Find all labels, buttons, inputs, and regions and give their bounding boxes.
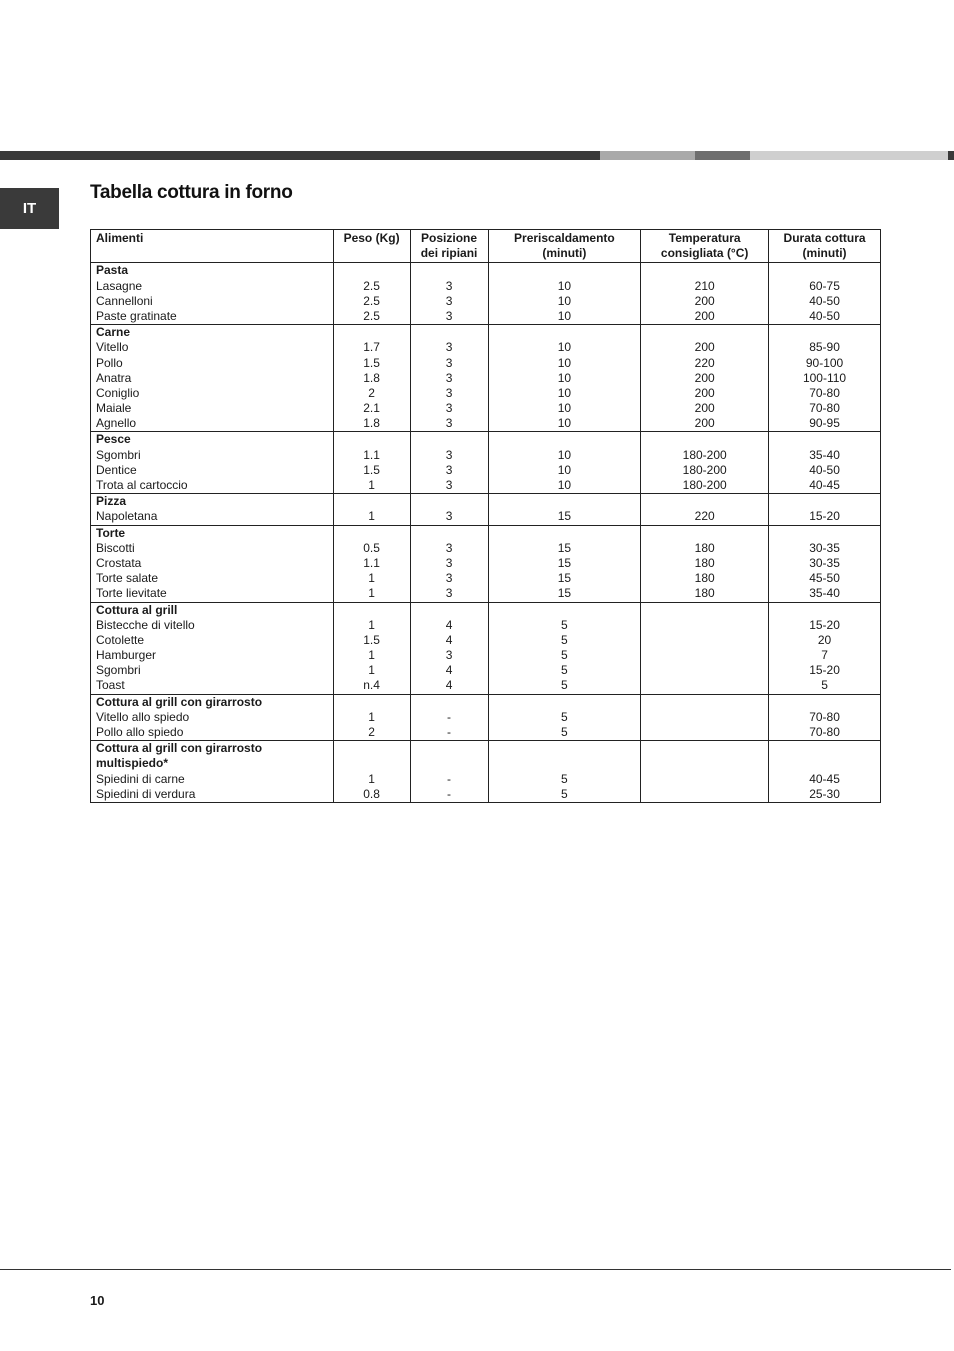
col-header-temperature: Temperatura consigliata (°C) bbox=[641, 230, 769, 263]
food-name: Pollo allo spiedo bbox=[96, 725, 184, 739]
value-temperature: 180-200 bbox=[682, 478, 727, 492]
cell-preheat bbox=[488, 325, 641, 432]
food-name: Pollo bbox=[96, 355, 123, 370]
value-position: 3 bbox=[445, 401, 453, 416]
value-temperature bbox=[646, 663, 763, 678]
food-name: Sgombri bbox=[96, 447, 141, 462]
value-position: - bbox=[447, 771, 452, 786]
food-name: Napoletana bbox=[96, 509, 158, 524]
group-title: Carne bbox=[96, 325, 131, 340]
cell-preheat bbox=[488, 694, 641, 741]
value-duration: 20 bbox=[817, 632, 832, 647]
value-weight: 1 bbox=[368, 771, 375, 786]
value-duration: 30-35 bbox=[809, 540, 840, 555]
value-preheat: 15 bbox=[557, 586, 572, 601]
value-preheat: 5 bbox=[561, 786, 568, 801]
value-preheat: 10 bbox=[557, 293, 572, 308]
group-title: Pizza bbox=[96, 494, 127, 509]
cell-weight bbox=[333, 263, 410, 325]
cell-duration bbox=[769, 494, 881, 525]
food-name: Paste gratinate bbox=[96, 308, 177, 323]
value-temperature: 200 bbox=[694, 401, 715, 416]
value-preheat: 15 bbox=[557, 509, 572, 524]
value-duration: 90-100 bbox=[805, 355, 844, 370]
cell-duration bbox=[769, 694, 881, 741]
page-title: Tabella cottura in forno bbox=[90, 182, 293, 203]
value-preheat: 10 bbox=[557, 416, 572, 431]
value-duration: 15-20 bbox=[809, 663, 840, 678]
value-preheat: 10 bbox=[557, 385, 572, 400]
value-position: 3 bbox=[445, 308, 453, 323]
value-temperature: 180-200 bbox=[682, 462, 727, 477]
value-duration: 40-50 bbox=[809, 293, 840, 308]
value-duration: 25-30 bbox=[809, 786, 840, 801]
value-temperature bbox=[646, 772, 763, 787]
value-weight: 1 bbox=[368, 586, 375, 601]
value-duration: 85-90 bbox=[809, 340, 840, 355]
cell-position bbox=[410, 432, 488, 494]
value-duration: 60-75 bbox=[809, 278, 840, 293]
value-temperature bbox=[646, 710, 763, 725]
value-preheat: 10 bbox=[557, 447, 572, 462]
value-duration: 5 bbox=[821, 678, 828, 693]
cell-weight bbox=[333, 741, 410, 803]
bar-segment-gray bbox=[695, 151, 750, 160]
cell-preheat bbox=[488, 494, 641, 525]
language-tab bbox=[0, 188, 59, 229]
value-position: 3 bbox=[445, 462, 453, 477]
value-temperature: 220 bbox=[694, 509, 715, 524]
group-title: Cottura al grill con girarrosto bbox=[96, 741, 263, 756]
food-name: Spiedini di verdura bbox=[96, 786, 196, 801]
table-body bbox=[91, 263, 881, 803]
food-name: Lasagne bbox=[96, 278, 143, 293]
value-preheat: 15 bbox=[557, 571, 572, 586]
value-weight: 1 bbox=[368, 509, 375, 524]
group-title: Pasta bbox=[96, 263, 129, 278]
value-duration: 40-45 bbox=[809, 478, 840, 492]
value-preheat: 15 bbox=[557, 540, 572, 555]
value-weight: 1.1 bbox=[363, 555, 380, 570]
value-weight: 1 bbox=[368, 648, 375, 663]
value-temperature: 180 bbox=[694, 571, 715, 586]
cell-position bbox=[410, 525, 488, 602]
value-temperature bbox=[646, 678, 763, 693]
value-position: - bbox=[447, 786, 452, 801]
cell-position bbox=[410, 494, 488, 525]
value-position: 3 bbox=[445, 586, 453, 601]
cell-temperature bbox=[641, 694, 769, 741]
cell-preheat bbox=[488, 602, 641, 694]
value-duration: 15-20 bbox=[809, 617, 840, 632]
value-temperature: 200 bbox=[694, 340, 715, 355]
value-position: - bbox=[447, 709, 452, 724]
cell-temperature bbox=[641, 494, 769, 525]
value-temperature: 180 bbox=[694, 586, 715, 601]
value-weight: 1.5 bbox=[363, 355, 380, 370]
value-preheat: 10 bbox=[557, 478, 572, 492]
col-header-preheat: Preriscaldamento (minuti) bbox=[488, 230, 641, 263]
value-duration: 35-40 bbox=[809, 447, 840, 462]
value-duration: 45-50 bbox=[809, 571, 840, 586]
value-weight: 1 bbox=[368, 617, 375, 632]
cell-duration bbox=[769, 263, 881, 325]
value-preheat: 5 bbox=[561, 663, 568, 678]
value-weight: 2.5 bbox=[363, 308, 380, 323]
value-position: 4 bbox=[445, 617, 453, 632]
table-row-group bbox=[91, 325, 881, 432]
food-name: Bistecche di vitello bbox=[96, 617, 195, 632]
value-position: 3 bbox=[445, 370, 453, 385]
value-temperature: 200 bbox=[694, 293, 715, 308]
table-row-group bbox=[91, 525, 881, 602]
value-duration: 40-50 bbox=[809, 308, 840, 323]
cell-weight bbox=[333, 432, 410, 494]
cell-position bbox=[410, 741, 488, 803]
food-name: Torte salate bbox=[96, 571, 159, 586]
value-weight: 1.7 bbox=[363, 340, 380, 355]
cell-temperature bbox=[641, 602, 769, 694]
language-label: IT bbox=[22, 200, 37, 217]
cell-temperature bbox=[641, 525, 769, 602]
cell-food bbox=[91, 694, 334, 741]
cell-preheat bbox=[488, 263, 641, 325]
col-header-weight: Peso (Kg) bbox=[333, 230, 410, 263]
cell-duration bbox=[769, 525, 881, 602]
value-position: 3 bbox=[445, 293, 453, 308]
cell-temperature bbox=[641, 432, 769, 494]
cell-preheat bbox=[488, 741, 641, 803]
value-temperature: 210 bbox=[694, 278, 715, 293]
value-temperature bbox=[646, 725, 763, 740]
value-duration: 70-80 bbox=[809, 709, 840, 724]
cell-position bbox=[410, 694, 488, 741]
value-weight: 1.5 bbox=[363, 462, 380, 477]
cell-weight bbox=[333, 694, 410, 741]
cell-weight bbox=[333, 525, 410, 602]
value-duration: 40-50 bbox=[809, 462, 840, 477]
group-title: Cottura al grill con girarrosto bbox=[96, 694, 263, 709]
value-preheat: 10 bbox=[557, 462, 572, 477]
cell-temperature bbox=[641, 325, 769, 432]
group-title: Cottura al grill bbox=[96, 602, 178, 617]
footer-divider bbox=[0, 1269, 951, 1270]
food-name: Crostata bbox=[96, 555, 142, 570]
value-position: 3 bbox=[445, 555, 453, 570]
bar-segment-end bbox=[948, 151, 954, 160]
food-name: Coniglio bbox=[96, 385, 140, 400]
cell-food bbox=[91, 263, 334, 325]
cell-temperature bbox=[641, 741, 769, 803]
value-preheat: 5 bbox=[561, 725, 568, 739]
food-name: Vitello allo spiedo bbox=[96, 709, 190, 724]
value-weight: 1 bbox=[368, 709, 375, 724]
value-temperature: 200 bbox=[694, 370, 715, 385]
group-title: multispiedo* bbox=[96, 756, 169, 771]
value-temperature bbox=[646, 787, 763, 802]
value-weight: 1.8 bbox=[363, 416, 380, 431]
cell-food bbox=[91, 325, 334, 432]
value-position: 3 bbox=[445, 340, 453, 355]
value-weight: 2.1 bbox=[363, 401, 380, 416]
group-title: Pesce bbox=[96, 432, 131, 447]
food-name: Vitello bbox=[96, 340, 129, 355]
value-preheat: 5 bbox=[561, 678, 568, 693]
cell-weight bbox=[333, 602, 410, 694]
value-duration: 7 bbox=[821, 648, 828, 663]
value-temperature: 200 bbox=[694, 308, 715, 323]
value-position: 4 bbox=[445, 663, 453, 678]
col-header-food: Alimenti bbox=[91, 230, 334, 263]
value-duration: 15-20 bbox=[809, 509, 840, 524]
value-temperature: 180 bbox=[694, 555, 715, 570]
cell-preheat bbox=[488, 432, 641, 494]
value-weight: 1 bbox=[368, 478, 375, 492]
cell-food bbox=[91, 432, 334, 494]
value-duration: 40-45 bbox=[809, 771, 840, 786]
value-position: 3 bbox=[445, 478, 453, 492]
table-row-group bbox=[91, 432, 881, 494]
value-duration: 35-40 bbox=[809, 586, 840, 601]
cell-food bbox=[91, 525, 334, 602]
value-position: - bbox=[447, 725, 452, 739]
value-weight: 1 bbox=[368, 663, 375, 678]
food-name: Agnello bbox=[96, 416, 137, 431]
value-preheat: 10 bbox=[557, 308, 572, 323]
value-position: 3 bbox=[445, 571, 453, 586]
value-position: 4 bbox=[445, 632, 453, 647]
value-position: 3 bbox=[445, 416, 453, 431]
value-duration: 30-35 bbox=[809, 555, 840, 570]
food-name: Torte lievitate bbox=[96, 586, 167, 601]
food-name: Cotolette bbox=[96, 632, 145, 647]
value-temperature: 180 bbox=[694, 540, 715, 555]
table-row-group bbox=[91, 263, 881, 325]
value-preheat: 5 bbox=[561, 632, 568, 647]
cell-duration bbox=[769, 432, 881, 494]
value-preheat: 10 bbox=[557, 355, 572, 370]
value-position: 4 bbox=[445, 678, 453, 693]
cell-food bbox=[91, 741, 334, 803]
value-preheat: 15 bbox=[557, 555, 572, 570]
value-weight: 1 bbox=[368, 571, 375, 586]
table-row-group bbox=[91, 741, 881, 803]
bar-segment-dark bbox=[0, 151, 600, 160]
value-duration: 70-80 bbox=[809, 401, 840, 416]
food-name: Maiale bbox=[96, 401, 132, 416]
table-row-group bbox=[91, 602, 881, 694]
cell-food bbox=[91, 602, 334, 694]
cell-duration bbox=[769, 325, 881, 432]
group-title: Torte bbox=[96, 525, 126, 540]
value-position: 3 bbox=[445, 509, 453, 524]
value-preheat: 10 bbox=[557, 370, 572, 385]
value-preheat: 5 bbox=[561, 648, 568, 663]
value-duration: 70-80 bbox=[809, 385, 840, 400]
value-weight: 1.5 bbox=[363, 632, 380, 647]
table-row-group bbox=[91, 694, 881, 741]
value-preheat: 10 bbox=[557, 340, 572, 355]
cell-position bbox=[410, 602, 488, 694]
food-name: Biscotti bbox=[96, 540, 135, 555]
cell-position bbox=[410, 263, 488, 325]
food-name: Spiedini di carne bbox=[96, 771, 185, 786]
page-number: 10 bbox=[90, 1293, 105, 1308]
header-color-bar bbox=[0, 151, 954, 160]
cell-weight bbox=[333, 494, 410, 525]
cell-food bbox=[91, 494, 334, 525]
value-preheat: 10 bbox=[557, 278, 572, 293]
value-temperature: 220 bbox=[694, 355, 715, 370]
food-name: Dentice bbox=[96, 462, 137, 477]
cooking-table bbox=[90, 229, 881, 803]
bar-segment-mid bbox=[600, 151, 695, 160]
value-duration: 70-80 bbox=[809, 725, 840, 739]
col-header-position: Posizione dei ripiani bbox=[410, 230, 488, 263]
value-position: 3 bbox=[445, 355, 453, 370]
cell-preheat bbox=[488, 525, 641, 602]
value-weight: n.4 bbox=[363, 678, 380, 693]
value-weight: 2.5 bbox=[363, 278, 380, 293]
cell-position bbox=[410, 325, 488, 432]
value-duration: 100-110 bbox=[802, 370, 847, 385]
value-position: 3 bbox=[445, 385, 453, 400]
table-row-group bbox=[91, 494, 881, 525]
value-temperature bbox=[646, 633, 763, 648]
value-weight: 1.1 bbox=[363, 447, 380, 462]
value-position: 3 bbox=[445, 278, 453, 293]
food-name: Cannelloni bbox=[96, 293, 153, 308]
food-name: Toast bbox=[96, 678, 125, 693]
value-weight: 0.5 bbox=[363, 540, 380, 555]
cell-duration bbox=[769, 602, 881, 694]
food-name: Trota al cartoccio bbox=[96, 478, 188, 492]
value-weight: 1.8 bbox=[363, 370, 380, 385]
food-name: Hamburger bbox=[96, 648, 157, 663]
value-temperature: 180-200 bbox=[682, 447, 727, 462]
food-name: Sgombri bbox=[96, 663, 141, 678]
value-preheat: 5 bbox=[561, 709, 568, 724]
bar-segment-light bbox=[750, 151, 948, 160]
col-header-duration: Durata cottura (minuti) bbox=[769, 230, 881, 263]
value-preheat: 10 bbox=[557, 401, 572, 416]
value-weight: 2.5 bbox=[363, 293, 380, 308]
value-temperature: 200 bbox=[694, 385, 715, 400]
food-name: Anatra bbox=[96, 370, 132, 385]
value-position: 3 bbox=[445, 648, 453, 663]
value-position: 3 bbox=[445, 447, 453, 462]
table-header-row bbox=[91, 230, 881, 263]
cell-temperature bbox=[641, 263, 769, 325]
value-temperature bbox=[646, 618, 763, 633]
value-temperature: 200 bbox=[694, 416, 715, 431]
value-position: 3 bbox=[445, 540, 453, 555]
value-weight: 2 bbox=[368, 385, 375, 400]
value-duration: 90-95 bbox=[809, 416, 840, 431]
value-weight: 2 bbox=[368, 725, 375, 739]
value-preheat: 5 bbox=[561, 617, 568, 632]
cell-weight bbox=[333, 325, 410, 432]
value-temperature bbox=[646, 648, 763, 663]
cell-duration bbox=[769, 741, 881, 803]
value-weight: 0.8 bbox=[363, 786, 380, 801]
value-preheat: 5 bbox=[561, 771, 568, 786]
